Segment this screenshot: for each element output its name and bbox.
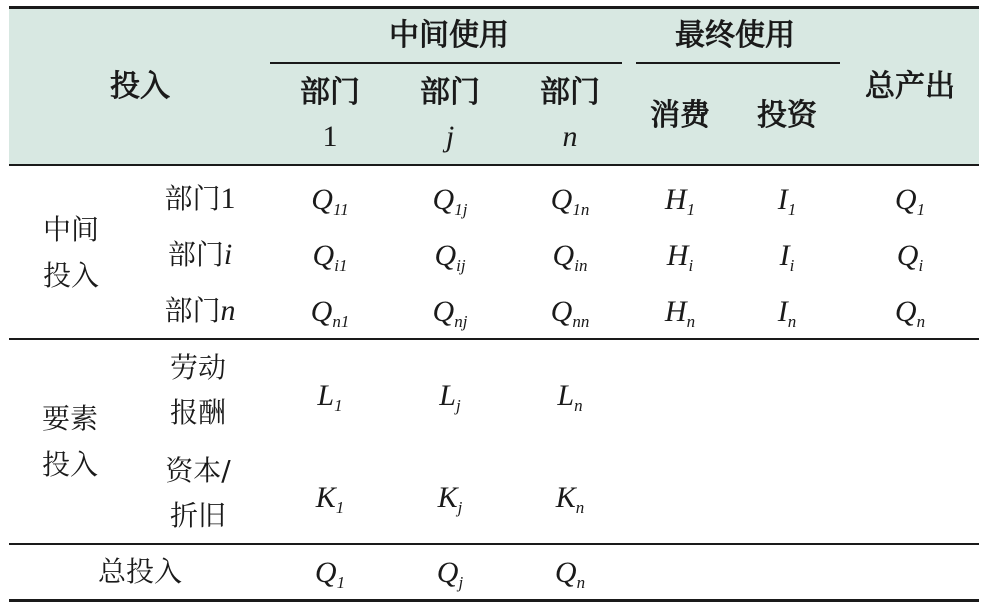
intermediate-rule	[9, 338, 979, 340]
cell-q-1j: $Q_{1j}$	[432, 183, 468, 219]
capital-depreciation-line2: 折旧	[169, 499, 227, 532]
cell-i-i: $I_i$	[779, 239, 795, 275]
cell-q-nn: $Q_{nn}$	[550, 295, 590, 331]
header-dept-1-index: 1	[322, 120, 338, 153]
factor-input-line1: 要素	[41, 402, 99, 435]
cell-q-11: $Q_{11}$	[311, 183, 349, 219]
capital-depreciation-line1: 资本/	[165, 454, 231, 487]
header-rule	[9, 164, 979, 166]
bottom-rule	[9, 599, 979, 602]
header-consumption: 消费	[650, 98, 710, 133]
cell-h-n: $H_n$	[664, 295, 696, 331]
row-label-dept-1: 部门1	[164, 182, 236, 215]
factor-input-line2: 投入	[41, 448, 99, 481]
cell-l-n: $L_n$	[557, 379, 583, 415]
header-dept-n-label: 部门	[540, 75, 600, 110]
cell-total-q-1: $Q_1$	[314, 556, 346, 592]
labor-compensation-line1: 劳动	[169, 351, 227, 384]
cell-q-n-output: $Q_n$	[894, 295, 926, 331]
header-dept-j-index: j	[445, 120, 455, 153]
header-dept-1-label: 部门	[300, 75, 360, 110]
final-use-underline	[636, 62, 840, 64]
top-rule	[9, 6, 979, 9]
cell-q-in: $Q_{in}$	[552, 239, 588, 275]
cell-k-n: $K_n$	[555, 481, 585, 517]
cell-q-i1: $Q_{i1}$	[312, 239, 348, 275]
row-label-dept-i: 部门i	[167, 238, 233, 271]
cell-h-1: $H_1$	[664, 183, 696, 219]
cell-l-1: $L_1$	[317, 379, 343, 415]
cell-i-n: $I_n$	[777, 295, 797, 331]
header-dept-j-label: 部门	[420, 75, 480, 110]
cell-q-i-output: $Q_i$	[896, 239, 924, 275]
cell-i-1: $I_1$	[777, 183, 797, 219]
cell-q-n1: $Q_{n1}$	[310, 295, 350, 331]
cell-q-1n: $Q_{1n}$	[550, 183, 590, 219]
intermediate-input-line1: 中间	[42, 213, 100, 246]
header-investment: 投资	[757, 98, 817, 133]
header-intermediate-use: 中间使用	[389, 18, 509, 53]
cell-q-nj: $Q_{nj}$	[432, 295, 468, 331]
intermediate-input-line2: 投入	[42, 259, 100, 292]
header-input: 投入	[110, 69, 170, 104]
cell-total-q-n: $Q_n$	[554, 556, 586, 592]
row-label-dept-n: 部门n	[164, 294, 236, 327]
cell-h-i: $H_i$	[666, 239, 694, 275]
labor-compensation-line2: 报酬	[169, 396, 227, 429]
header-total-output: 总产出	[865, 69, 955, 104]
factor-rule	[9, 543, 979, 545]
cell-total-q-j: $Q_j$	[436, 556, 464, 592]
cell-q-1-output: $Q_1$	[894, 183, 926, 219]
cell-l-j: $L_j$	[439, 379, 461, 415]
intermediate-use-underline	[270, 62, 622, 64]
cell-q-ij: $Q_{ij}$	[434, 239, 466, 275]
cell-k-j: $K_j$	[437, 481, 463, 517]
cell-k-1: $K_1$	[315, 481, 345, 517]
total-input-label: 总投入	[97, 555, 183, 588]
header-final-use: 最终使用	[675, 18, 795, 53]
header-dept-n-index: n	[562, 120, 578, 153]
